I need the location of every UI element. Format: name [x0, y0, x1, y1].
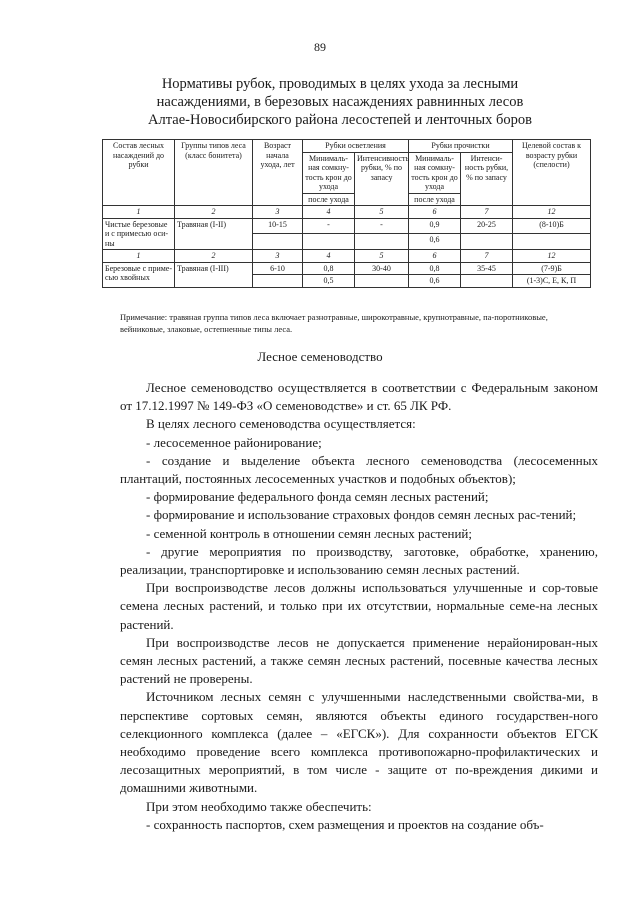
cell-proch-int: 35-45 — [461, 262, 513, 275]
col-number: 6 — [409, 250, 461, 263]
col-number: 3 — [253, 250, 303, 263]
col-number: 7 — [461, 206, 513, 219]
list-item: - сохранность паспортов, схем размещения и проектов на создание объ- — [146, 816, 544, 832]
header-osv-min: Минималь-ная сомкну-тость крон до ухода — [303, 152, 355, 193]
cell-empty — [355, 234, 409, 250]
list-item: - другие мероприятия по производству, заготовке, обработке, хранению, реализации, транспортировке и использованию семян лесных растений. — [120, 543, 598, 578]
header-forest-type: Группы типов леса (класс бонитета) — [175, 140, 253, 206]
cell-age: 6-10 — [253, 262, 303, 275]
header-proch-int: Интенси-ность рубки, % по запасу — [461, 152, 513, 206]
cell-empty — [513, 234, 591, 250]
list-item: - создание и выделение объекта лесного семеноводства (лесосеменных плантаций, постоянных лесосеменных участков и подобных объектов); — [120, 452, 598, 487]
cell-proch-int: 20-25 — [461, 218, 513, 234]
col-number: 4 — [303, 206, 355, 219]
col-number: 6 — [409, 206, 461, 219]
header-row-1 — [103, 140, 591, 153]
cell-age: 10-15 — [253, 218, 303, 234]
paragraph: Источником лесных семян с улучшенными наследственными свойства-ми, в перспективе сортовых семян, являются объекты единого государствен-ного селекционного комплекса (далее – «ЕГСК»). Для сохранности объектов ЕГСК необходимо проведение всего комплекса противопожарно-профилактических и лесозащитных мероприятий, в том числе - защите от по-вреждения дикими и домашними животными. — [120, 689, 598, 796]
col-number: 2 — [175, 250, 253, 263]
list-item: - формирование федерального фонда семян лесных растений; — [146, 489, 489, 505]
cell-composition: Чистые березовые и с примесью оси-ны — [103, 218, 175, 250]
col-number: 3 — [253, 206, 303, 219]
header-age: Возраст начала ухода, лет — [253, 140, 303, 206]
col-number: 12 — [513, 250, 591, 263]
col-number: 7 — [461, 250, 513, 263]
cell-empty — [461, 275, 513, 288]
paragraph: При воспроизводстве лесов должны использоваться улучшенные и сор-товые семена лесных растений, и только при их отсутствии, нормальные семе-на лесных растений. — [120, 580, 598, 632]
cell-osv-int: 30-40 — [355, 262, 409, 275]
table-row — [103, 262, 591, 275]
paragraph: В целях лесного семеноводства осуществляется: — [146, 416, 416, 432]
cell-target: (7-9)Б — [513, 262, 591, 275]
list-item: - лесосеменное районирование; — [146, 434, 322, 450]
col-number: 5 — [355, 250, 409, 263]
header-osv-after: после ухода — [303, 193, 355, 206]
cell-osv-after — [303, 234, 355, 250]
cell-target: (8-10)Б — [513, 218, 591, 234]
cell-empty — [461, 234, 513, 250]
header-group-prochistka: Рубки прочистки — [409, 140, 513, 153]
cell-empty — [355, 275, 409, 288]
paragraph: Лесное семеноводство осуществляется в соответствии с Федеральным законом от 17.12.1997 № 149-ФЗ «О семеноводстве» и ст. 65 ЛК РФ. — [120, 380, 598, 414]
paragraph: При воспроизводстве лесов не допускается применение нерайонирован-ных семян лесных растений, а также семян лесных растений, посевные качества лесных растений не проверены. — [120, 634, 598, 687]
col-number: 5 — [355, 206, 409, 219]
cell-composition: Березовые с приме-сью хвойных — [103, 262, 175, 287]
cell-proch-min: 0,9 — [409, 218, 461, 234]
title-line-2: насаждениями, в березовых насаждениях равнинных лесов — [156, 94, 524, 110]
cell-osv-min: 0,8 — [303, 262, 355, 275]
col-number: 4 — [303, 250, 355, 263]
cell-proch-after: 0,6 — [409, 275, 461, 288]
header-group-osvetlenie: Рубки осветления — [303, 140, 409, 153]
cell-osv-min: - — [303, 218, 355, 234]
header-osv-int: Интенсивность рубки, % по запасу — [355, 152, 409, 206]
cell-empty — [253, 275, 303, 288]
paragraph: При этом необходимо также обеспечить: — [146, 798, 372, 814]
col-number: 12 — [513, 206, 591, 219]
cell-osv-after: 0,5 — [303, 275, 355, 288]
header-proch-min: Минималь-ная сомкну-тость крон до ухода — [409, 152, 461, 193]
cell-forest-type: Травяная (I-II) — [175, 218, 253, 250]
page-number: 89 — [314, 40, 326, 54]
cell-osv-int: - — [355, 218, 409, 234]
list-item: - семенной контроль в отношении семян лесных растений; — [146, 525, 472, 541]
table-row — [103, 218, 591, 234]
col-number: 1 — [103, 206, 175, 219]
column-number-row — [103, 206, 591, 219]
thinning-norms-table — [102, 139, 591, 288]
title-line-3: Алтае-Новосибирского района лесостепей и ленточных боров — [148, 112, 532, 128]
cell-proch-after: 0,6 — [409, 234, 461, 250]
cell-target-after: (1-3)С, Е, К, П — [513, 275, 591, 288]
section-title: Лесное семеноводство — [257, 349, 383, 364]
header-target: Целевой состав к возрасту рубки (спелости) — [513, 140, 591, 206]
col-number: 2 — [175, 206, 253, 219]
cell-empty — [253, 234, 303, 250]
table-title — [110, 75, 570, 129]
list-item: - формирование и использование страховых фондов семян лесных рас-тений; — [146, 507, 577, 523]
header-composition: Состав лесных насаждений до рубки — [103, 140, 175, 206]
col-number: 1 — [103, 250, 175, 263]
cell-forest-type: Травяная (I-III) — [175, 262, 253, 287]
cell-proch-min: 0,8 — [409, 262, 461, 275]
body-text — [120, 379, 598, 834]
header-proch-after: после ухода — [409, 193, 461, 206]
column-number-row — [103, 250, 591, 263]
title-line-1: Нормативы рубок, проводимых в целях ухода за лесными — [161, 76, 519, 92]
table-note: Примечание: травяная группа типов леса включает разнотравные, широкотравные, крупнотравные, па-поротниковые, вейниковые, злаковые, остепненные типы леса. — [120, 312, 548, 334]
